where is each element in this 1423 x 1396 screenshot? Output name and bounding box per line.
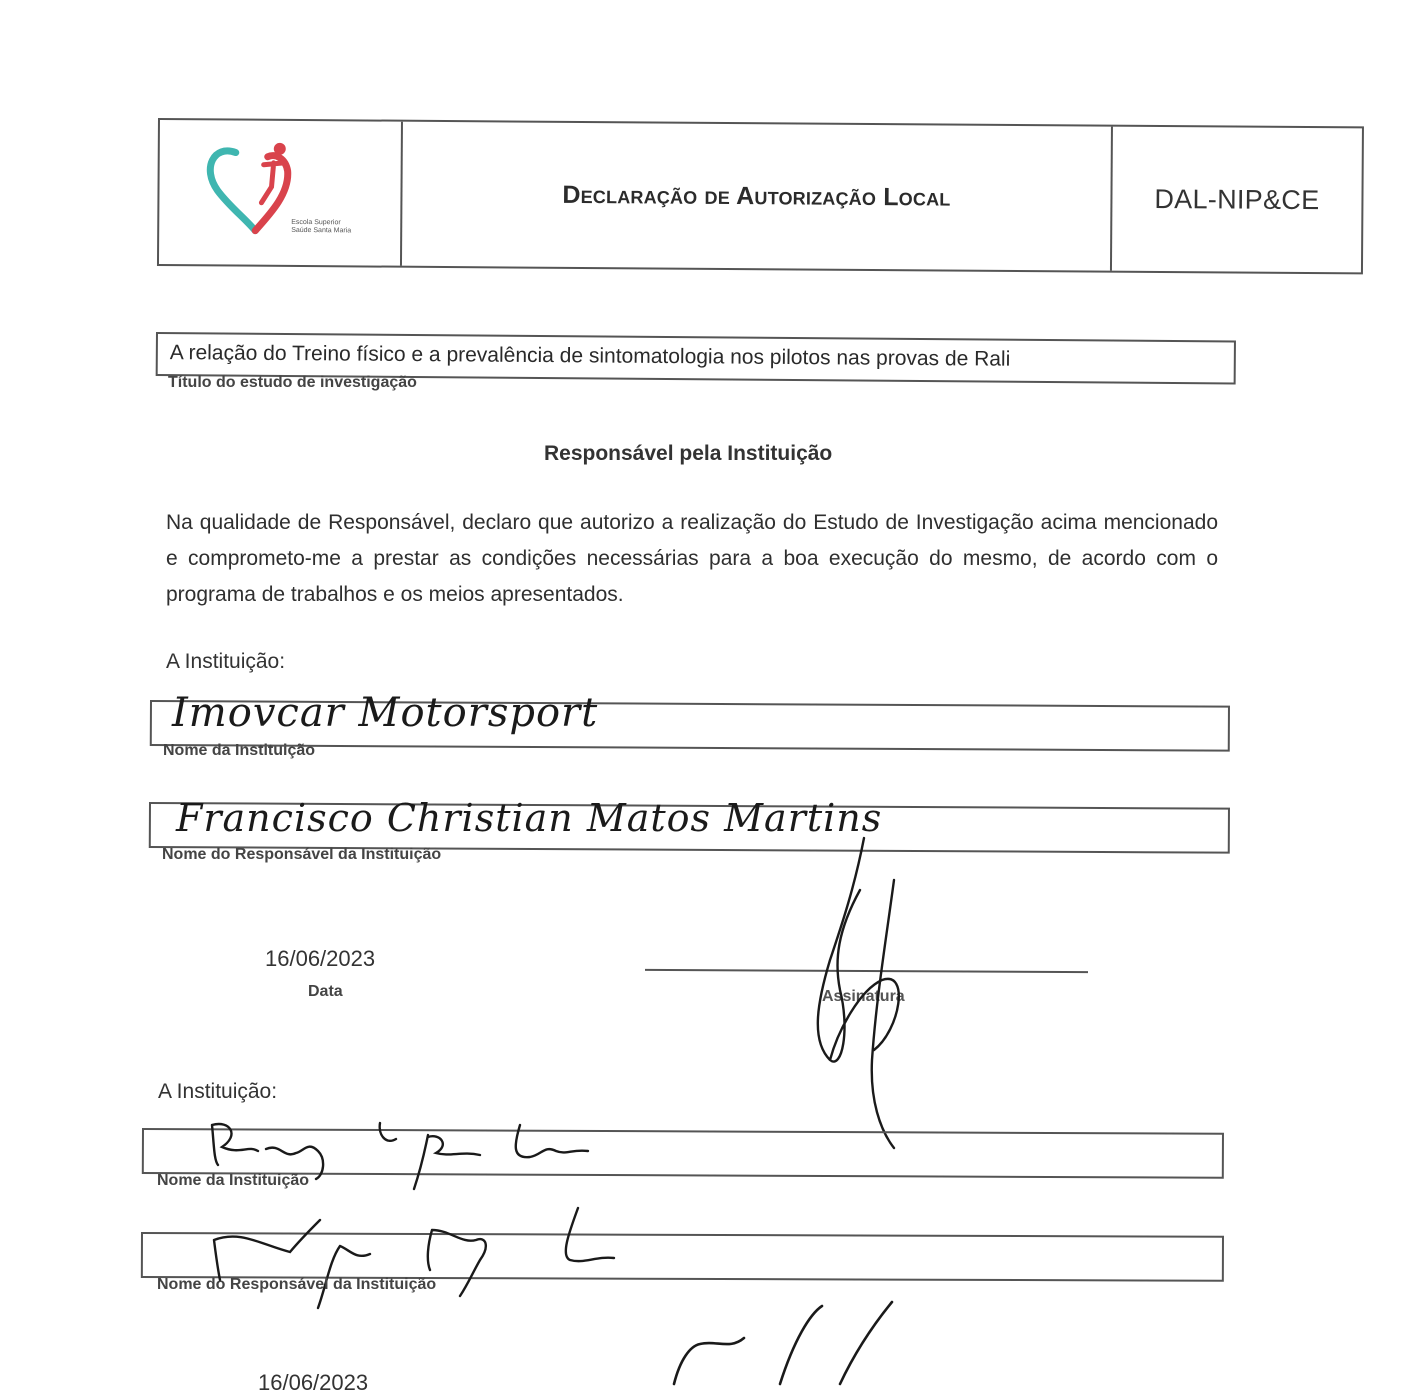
signature-caption-1: Assinatura bbox=[822, 988, 905, 1005]
responsible-name-caption-2: Nome do Responsável da Instituição bbox=[157, 1276, 437, 1293]
institution-label-1: A Instituição: bbox=[166, 650, 286, 673]
document-code: DAL-NIP&CE bbox=[1154, 183, 1320, 215]
logo-cell bbox=[159, 120, 403, 266]
responsible-name-1: Francisco Christian Matos Martins bbox=[176, 796, 883, 840]
date-value-2: 16/06/2023 bbox=[258, 1370, 369, 1395]
document-header bbox=[157, 118, 1364, 274]
study-title-value: A relação do Treino físico e a prevalência de sintomatologia nos pilotos nas provas de Rali bbox=[169, 341, 1011, 371]
date-value-1: 16/06/2023 bbox=[265, 946, 376, 971]
section-heading: Responsável pela Instituição bbox=[544, 442, 833, 465]
responsible-name-caption-1: Nome do Responsável da Instituição bbox=[162, 846, 442, 863]
code-cell bbox=[1112, 127, 1362, 273]
institution-label-2: A Instituição: bbox=[158, 1080, 278, 1103]
signature-mark-2 bbox=[660, 1300, 900, 1384]
declaration-paragraph: Na qualidade de Responsável, declaro que autorizo a realização do Estudo de Investigação acima mencionado e comprometo-me a prestar as condições necessárias para a boa execução do mesmo, de acordo com o programa de trabalhos e os meios apresentados. bbox=[166, 511, 1218, 606]
institution-name-1: Imovcar Motorsport bbox=[172, 690, 599, 736]
date-caption-1: Data bbox=[308, 983, 343, 1000]
study-title-caption: Título do estudo de investigação bbox=[168, 374, 417, 391]
logo-lettering: Escola Superior Saúde Santa Maria bbox=[291, 218, 352, 235]
document-title: Declaração de Autorização Local bbox=[562, 180, 951, 212]
heart-logo-icon bbox=[199, 138, 300, 239]
institution-name-caption-1: Nome da Instituição bbox=[163, 742, 316, 759]
signature-mark-1 bbox=[790, 830, 930, 1160]
institution-name-caption-2: Nome da Instituição bbox=[157, 1172, 310, 1189]
title-cell bbox=[402, 122, 1113, 271]
